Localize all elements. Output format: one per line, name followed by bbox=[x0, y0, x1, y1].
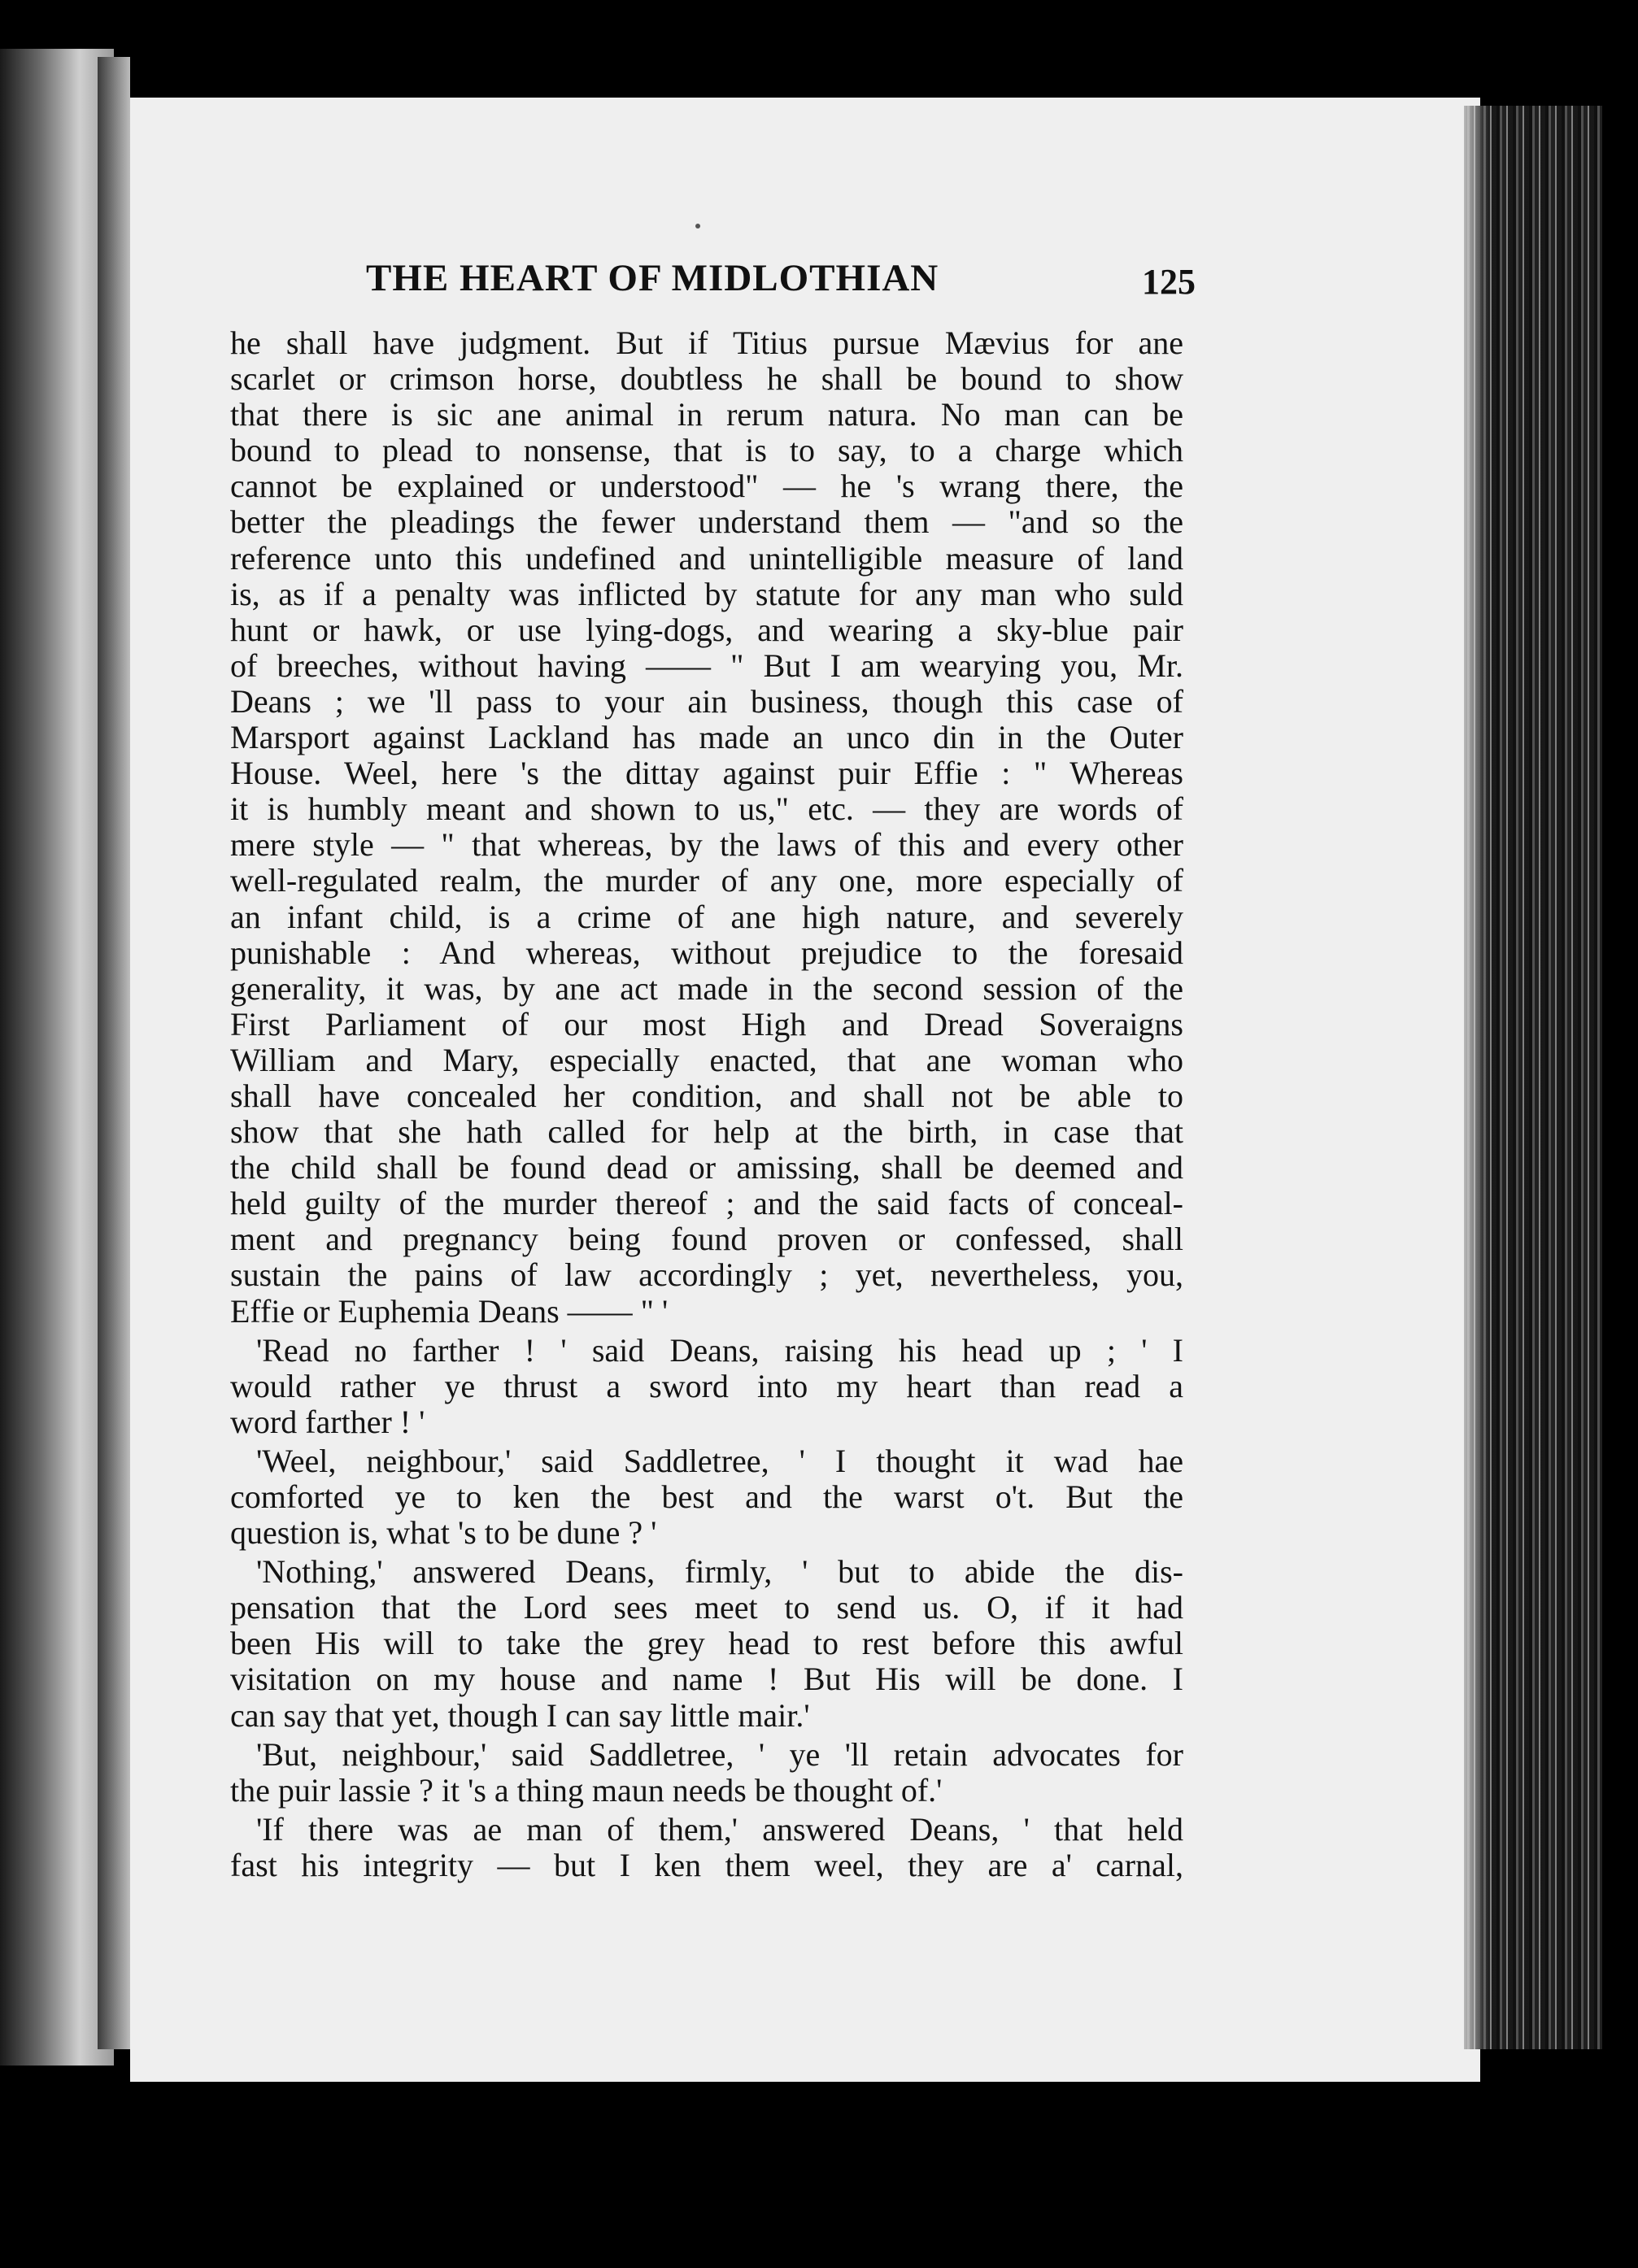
text-line: shall have concealed her condition, and shall not be able to bbox=[230, 1077, 1183, 1114]
ink-speck bbox=[695, 224, 700, 229]
text-line: punishable : And whereas, without prejudice to the foresaid bbox=[230, 934, 1183, 971]
text-line: comforted ye to ken the best and the warst o't. But the bbox=[230, 1479, 1183, 1515]
text-line: House. Weel, here 's the dittay against puir Effie : " Whereas bbox=[230, 755, 1183, 792]
text-line: Effie or Euphemia Deans —— " ' bbox=[230, 1293, 669, 1330]
text-line: question is, what 's to be dune ? ' bbox=[230, 1515, 657, 1552]
text-line: mere style — " that whereas, by the laws of this and every other bbox=[230, 827, 1183, 864]
text-line: William and Mary, especially enacted, that ane woman who bbox=[230, 1042, 1183, 1078]
text-line: 'Weel, neighbour,' said Saddletree, ' I thought it wad hae bbox=[256, 1443, 1183, 1479]
text-line: an infant child, is a crime of ane high nature, and severely bbox=[230, 899, 1183, 935]
text-line: sustain the pains of law accordingly ; yet, nevertheless, you, bbox=[230, 1257, 1183, 1294]
text-line: that there is sic ane animal in rerum natura. No man can be bbox=[230, 397, 1183, 433]
text-line: better the pleadings the fewer understand them — "and so the bbox=[230, 504, 1183, 541]
text-line: it is humbly meant and shown to us," etc. — they are words of bbox=[230, 791, 1183, 828]
text-line: bound to plead to nonsense, that is to say, to a charge which bbox=[230, 433, 1183, 469]
text-line: reference unto this undefined and unintelligible measure of land bbox=[230, 540, 1183, 577]
text-line: pensation that the Lord sees meet to send us. O, if it had bbox=[230, 1590, 1183, 1626]
text-line: 'Read no farther ! ' said Deans, raising his head up ; ' I bbox=[256, 1332, 1183, 1369]
text-line: visitation on my house and name ! But His will be done. I bbox=[230, 1661, 1183, 1698]
page-number: 125 bbox=[1142, 262, 1196, 302]
text-line: can say that yet, though I can say little mair.' bbox=[230, 1697, 810, 1734]
text-line: show that she hath called for help at the birth, in case that bbox=[230, 1114, 1183, 1151]
text-line: the child shall be found dead or amissing, shall be deemed and bbox=[230, 1150, 1183, 1186]
text-line: 'Nothing,' answered Deans, firmly, ' but to abide the dis- bbox=[256, 1554, 1183, 1591]
text-line: the puir lassie ? it 's a thing maun needs be thought of.' bbox=[230, 1772, 943, 1809]
text-line: generality, it was, by ane act made in the second session of the bbox=[230, 970, 1183, 1007]
text-line: ment and pregnancy being found proven or confessed, shall bbox=[230, 1221, 1183, 1258]
text-line: Marsport against Lackland has made an unco din in the Outer bbox=[230, 720, 1183, 756]
text-line: he shall have judgment. But if Titius pursue Mævius for ane bbox=[230, 325, 1183, 361]
text-line: of breeches, without having —— " But I am wearying you, Mr. bbox=[230, 647, 1183, 684]
left-page-edge bbox=[0, 49, 114, 2066]
text-line: 'But, neighbour,' said Saddletree, ' ye 'll retain advocates for bbox=[256, 1736, 1183, 1773]
text-line: well-regulated realm, the murder of any one, more especially of bbox=[230, 863, 1183, 899]
page-edge-shadow bbox=[1456, 106, 1488, 2049]
text-line: would rather ye thrust a sword into my heart than read a bbox=[230, 1368, 1183, 1404]
text-line: First Parliament of our most High and Dread Soveraigns bbox=[230, 1006, 1183, 1043]
running-header bbox=[236, 256, 1196, 313]
text-line: cannot be explained or understood" — he 's wrang there, the bbox=[230, 468, 1183, 505]
text-line: 'If there was ae man of them,' answered Deans, ' that held bbox=[256, 1811, 1183, 1848]
text-line: held guilty of the murder thereof ; and the said facts of conceal- bbox=[230, 1186, 1183, 1222]
book-gutter bbox=[98, 57, 130, 2049]
text-line: word farther ! ' bbox=[230, 1404, 425, 1440]
text-line: been His will to take the grey head to rest before this awful bbox=[230, 1626, 1183, 1662]
text-line: fast his integrity — but I ken them weel, they are a' carnal, bbox=[230, 1847, 1183, 1883]
body-text bbox=[230, 325, 1183, 1883]
text-line: hunt or hawk, or use lying-dogs, and wearing a sky-blue pair bbox=[230, 612, 1183, 648]
running-title: THE HEART OF MIDLOTHIAN bbox=[366, 257, 939, 299]
text-line: scarlet or crimson horse, doubtless he shall be bound to show bbox=[230, 361, 1183, 398]
text-line: is, as if a penalty was inflicted by statute for any man who suld bbox=[230, 576, 1183, 612]
text-line: Deans ; we 'll pass to your ain business, though this case of bbox=[230, 683, 1183, 720]
